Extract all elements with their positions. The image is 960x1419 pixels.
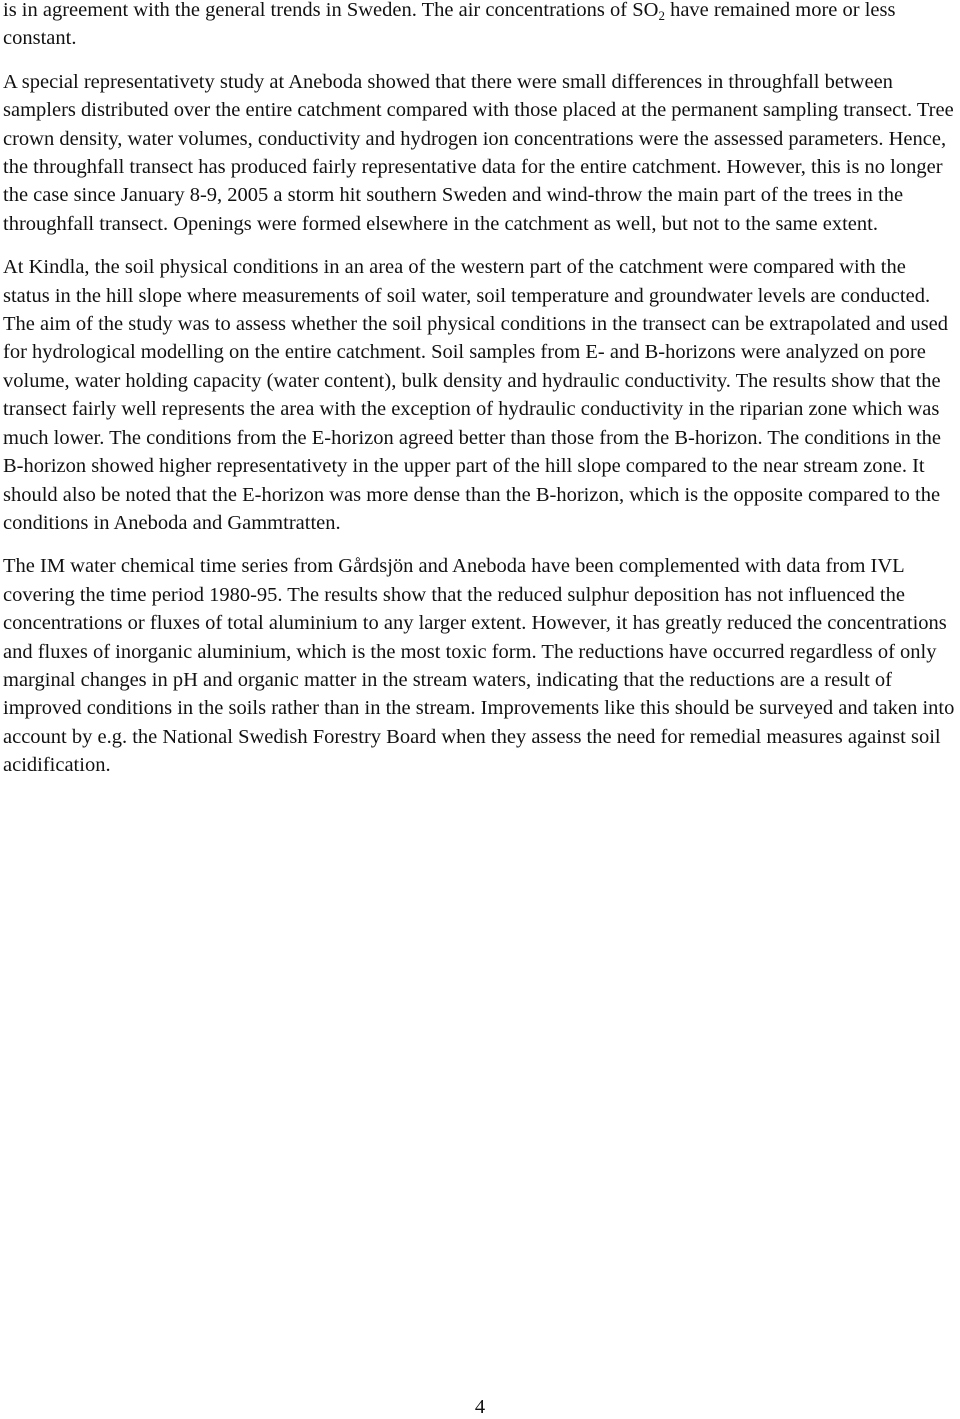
paragraph-so2-text-end: have remained more or less constant. xyxy=(3,0,896,50)
paragraph-aneboda-study: A special representativety study at Aneboda showed that there were small differences in throughfall between samplers distributed over the entire catchment compared with those placed at the permanent sampling transect. Tree crown density, water volumes, conductivity and hydrogen ion concentrations were the assessed parameters. Hence, the throughfall transect has produced fairly representative data for the entire catchment. However, this is no longer the case since January 8-9, 2005 a storm hit southern Sweden and wind-throw the main part of the trees in the throughfall transect. Openings were formed elsewhere in the catchment as well, but not to the same extent. xyxy=(3,70,954,235)
paragraph-so2-text-start: is in agreement with the general trends in Sweden. The air concentrations of SO xyxy=(3,0,659,21)
so2-subscript: 2 xyxy=(658,8,665,23)
paragraph-kindla-soil: At Kindla, the soil physical conditions in an area of the western part of the catchment were compared with the status in the hill slope where measurements of soil water, soil temperature and groundwater levels are conducted. The aim of the study was to assess whether the soil physical conditions in the transect can be extrapolated and used for hydrological modelling on the entire catchment. Soil samples from E- and B-horizons were analyzed on pore volume, water holding capacity (water content), bulk density and hydraulic conductivity. The results show that the transect fairly well represents the area with the exception of hydraulic conductivity in the riparian zone which was much lower. The conditions from the E-horizon agreed better than those from the B-horizon. The conditions in the B-horizon showed higher representativety in the upper part of the hill slope compared to the near stream zone. It should also be noted that the E-horizon was more dense than the B-horizon, which is the opposite compared to the conditions in Aneboda and Gammtratten. xyxy=(3,256,949,534)
page-number: 4 xyxy=(474,1396,486,1418)
paragraph-im-water-chemistry: The IM water chemical time series from Gårdsjön and Aneboda have been complemented with data from IVL covering the time period 1980-95. The results show that the reduced sulphur deposition has not influenced the concentrations or fluxes of total aluminium to any larger extent. However, it has greatly reduced the concentrations and fluxes of inorganic aluminium, which is the most toxic form. The reductions have occurred regardless of only marginal changes in pH and organic matter in the stream waters, indicating that the reductions are a result of improved conditions in the soils rather than in the stream. Improvements like this should be surveyed and taken into account by e.g. the National Swedish Forestry Board when they assess the need for remedial measures against soil acidification. xyxy=(3,555,955,777)
document-page xyxy=(3,0,957,795)
paragraph-so2-trends xyxy=(3,0,957,53)
